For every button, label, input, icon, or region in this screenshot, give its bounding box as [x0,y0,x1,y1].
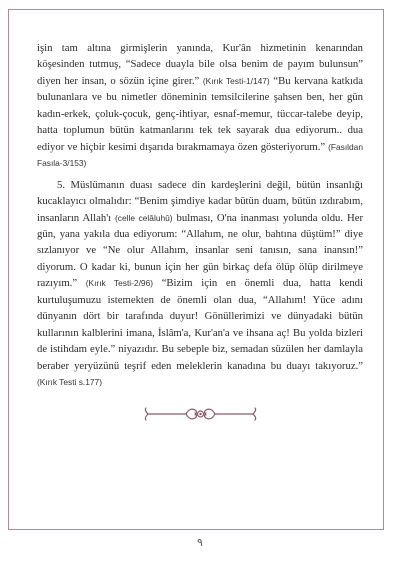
quote-text: 5. Müslümanın duası sadece din kardeşlerini değil, bütün insanlığı kucaklayıcı olmalıdır: “Benim şimdiye kadar bütün duam, bütün ızdırabım, insanların Allah'ı [37,178,363,224]
quote-text: işin tam altına girmişlerin yanında, Kur'ân hizmetinin kenarından köşesinden tutmuş, “Sadece duayla bile olsa benim de payım bulunsun” diyen her insan, o sözün içine girer.” [37,42,363,87]
paragraph-1 [37,40,363,172]
source-reference: (Kırık Testi-1/147) [202,75,270,86]
quote-text: “Bizim için en önemli dua, hatta kendi kurtuluşumuzu istemekten de önemli olan dua, “Allahım! Yüce adını dünyanın dört bir tarafında duyur! Gönüllerimizi ve dünyadaki bütün kullarının kalblerini imana, İslâm'a, Kur'an'a ve ihsana aç! Bu yolda bizleri de istihdam eyle.” niyazıdır. Bu sebeple biz, semadan süzülen her damlayla beraber yeryüzünü teşrif eden meleklerin kanadına bu duayı takıyoruz.” [37,277,363,372]
divider-ornament [142,405,259,423]
quote-text: bulması, O'na inanması yolunda oldu. Her gün, yana yakıla dua ediyorum: “Allahım, ne olur, bahtına düştüm!” diye sızlanıyor ve “Ne olur Allahım, insanlar seni tanısın, sana inansın!” diyorum. O kadar ki, bunun için her gün birkaç defa ölüp ölüp dirilmeye razıyım.” [37,211,363,290]
source-reference: (Kırık Testi-2/96) [85,278,154,289]
source-reference: (Fasıldan Fasıla-3/153) [37,141,363,169]
paragraph-2 [37,177,363,391]
source-reference: (Kırık Testi s.177) [37,377,103,388]
quote-text: “Bu kervana katkıda bulunanlara ve bu nimetler döneminin temsilcilerine şahsen ben, her gün kadın-erkek, çoluk-çocuk, genç-ihtiyar, esnaf-memur, tüccar-talebe deyip, hatta toplumun bütün katmanlarını tek tek sayarak dua ediyorum.. dua ediyor ve hiçbir kesimi dışarıda bırakmamaya özen gösteriyorum.” [37,74,364,153]
body-text [37,40,363,391]
honorific-note: (celle celâluhû) [115,212,173,223]
page-number: ٩ [197,537,203,549]
